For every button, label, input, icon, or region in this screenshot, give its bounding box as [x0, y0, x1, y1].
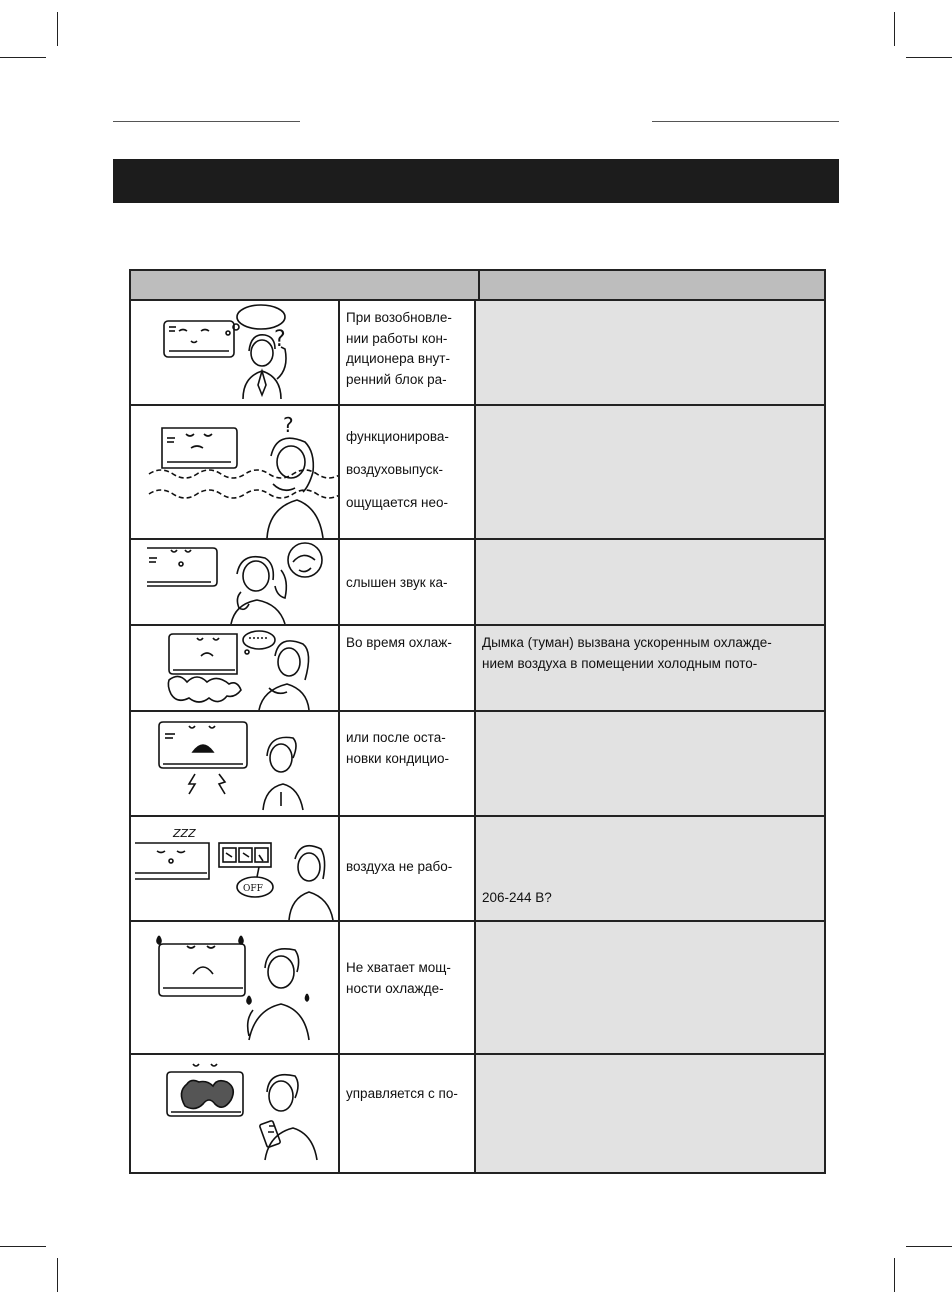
svg-text:?: ? [283, 413, 294, 437]
crop-mark [57, 12, 58, 46]
off-button-label: OFF [243, 884, 263, 894]
cause-cell [476, 301, 824, 404]
illustration-unit-crack [131, 712, 340, 815]
header-rule-right [652, 121, 839, 122]
troubleshooting-table [129, 269, 826, 1174]
illustration-unit-mist [131, 626, 340, 710]
symptom-text [340, 626, 476, 710]
symptom-text [340, 301, 476, 404]
voltage-text: 206-244 В? [482, 890, 552, 905]
text-line: слышен звук ка- [346, 575, 448, 590]
illustration-unit-odor [131, 406, 340, 538]
table-row [131, 817, 824, 922]
table-row [131, 922, 824, 1055]
text-line: Не хватает мощ- [346, 960, 451, 975]
header-cell-symptom [131, 271, 480, 299]
text-line: ренний блок ра- [346, 371, 447, 387]
illustration-unit-restart [131, 301, 340, 404]
table-row [131, 406, 824, 540]
illustration-unit-off [131, 817, 340, 920]
crop-mark [894, 12, 895, 46]
header-cell-cause [480, 271, 824, 299]
sleep-zzz-label: ZZZ [173, 827, 196, 840]
text-line: ности охлажде- [346, 980, 444, 996]
cause-cell [476, 817, 824, 920]
text-line: функционирова- [346, 429, 449, 444]
text-line: ощущается нео- [346, 495, 449, 510]
symptom-text [340, 1055, 476, 1172]
table-row [131, 712, 824, 817]
cause-cell [476, 712, 824, 815]
crop-mark [906, 1246, 952, 1247]
symptom-text [340, 817, 476, 920]
symptom-text [340, 922, 476, 1053]
text-line: Во время охлаж- [346, 635, 452, 650]
crop-mark [894, 1258, 895, 1292]
table-row [131, 1055, 824, 1172]
symptom-text [340, 712, 476, 815]
illustration-unit-noise [131, 540, 340, 624]
cause-cell [476, 540, 824, 624]
text-line: При возобновле- [346, 310, 452, 325]
crop-mark [906, 57, 952, 58]
text-line: управляется с по- [346, 1086, 458, 1101]
table-row [131, 540, 824, 626]
symptom-text [340, 540, 476, 624]
table-row [131, 626, 824, 712]
text-line: или после оста- [346, 730, 446, 745]
header-rule-left [113, 121, 300, 122]
text-line: воздуха не рабо- [346, 859, 453, 874]
text-line: диционера внут- [346, 351, 450, 366]
text-line: нием воздуха в помещении холодным пото- [482, 655, 758, 671]
illustration-unit-sweat [131, 922, 340, 1053]
crop-mark [57, 1258, 58, 1292]
cause-cell [476, 626, 824, 710]
table-row [131, 301, 824, 406]
cause-cell [476, 922, 824, 1053]
illustration-unit-remote [131, 1055, 340, 1172]
section-banner [113, 159, 839, 203]
svg-text:?: ? [274, 327, 286, 352]
text-line: нии работы кон- [346, 330, 448, 346]
text-line: воздуховыпуск- [346, 462, 443, 477]
table-header [131, 271, 824, 301]
crop-mark [0, 57, 46, 58]
crop-mark [0, 1246, 46, 1247]
text-line: новки кондицио- [346, 750, 450, 766]
symptom-text [340, 406, 476, 538]
cause-cell [476, 406, 824, 538]
text-line: Дымка (туман) вызвана ускоренным охлажде- [482, 635, 772, 650]
cause-cell [476, 1055, 824, 1172]
